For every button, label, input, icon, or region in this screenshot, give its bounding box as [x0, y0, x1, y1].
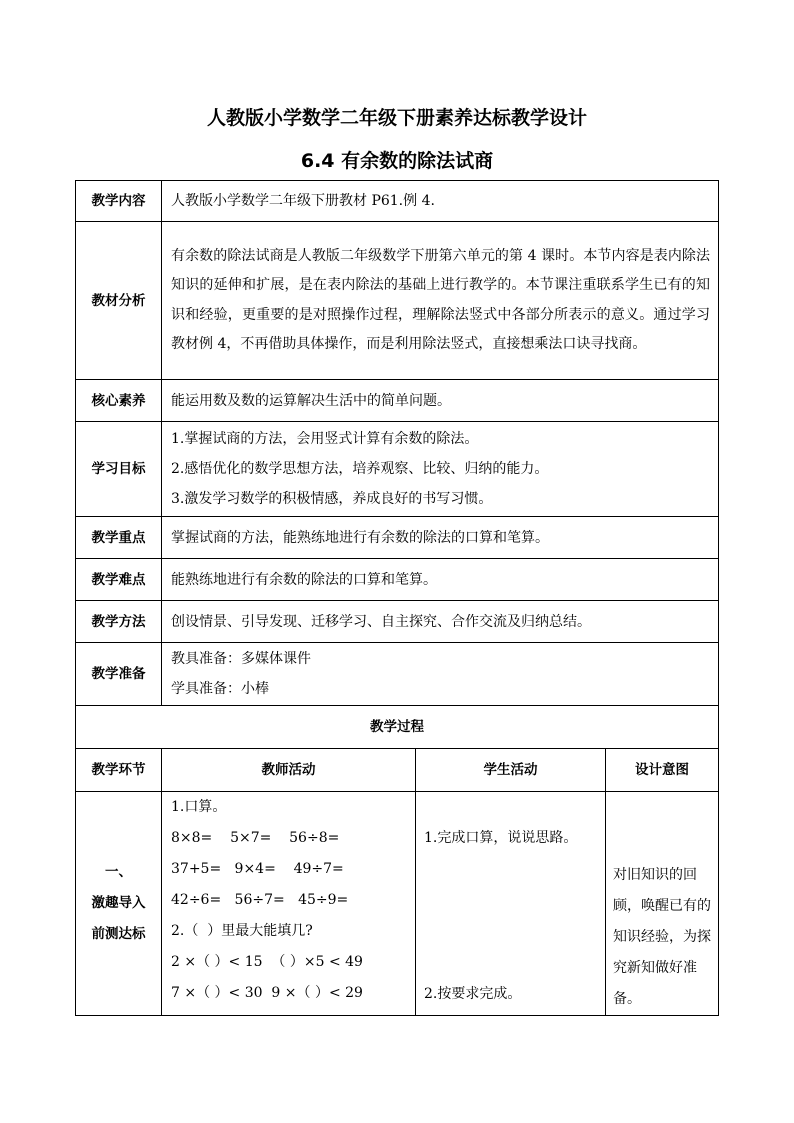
row-label: 学习目标	[76, 422, 162, 517]
row-label: 核心素养	[76, 380, 162, 422]
row-content: 掌握试商的方法，能熟练地进行有余数的除法的口算和笔算。	[162, 517, 719, 559]
stage1-design-intent: 对旧知识的回顾，唤醒已有的知识经验，为探究新知做好准备。	[606, 792, 719, 1016]
goal-line: 1.掌握试商的方法，会用竖式计算有余数的除法。	[171, 431, 479, 447]
goal-line: 2.感悟优化的数学思想方法，培养观察、比较、归纳的能力。	[171, 461, 549, 477]
goal-line: 3.激发学习数学的积极情感，养成良好的书写习惯。	[171, 491, 493, 507]
row-content: 创设情景、引导发现、迁移学习、自主探究、合作交流及归纳总结。	[162, 601, 719, 643]
stage1-name	[76, 792, 162, 1016]
student-line: 2.按要求完成。	[424, 986, 522, 1002]
teacher-line: 2.（ ）里最大能填几?	[171, 923, 313, 939]
row-process-title	[76, 706, 719, 749]
row-core-literacy	[76, 380, 719, 422]
stage1-student-activity	[416, 792, 606, 1016]
stage1-name-line: 激趣导入	[91, 895, 146, 911]
teacher-line: 37+5= 9×4= 49÷7=	[171, 861, 344, 877]
lesson-title: 6.4 有余数的除法试商	[300, 150, 494, 172]
row-content: 有余数的除法试商是人教版二年级数学下册第六单元的第 4 课时。本节内容是表内除法知识的延伸和扩展，是在表内除法的基础上进行教学的。本节课注重联系学生已有的知识和经验，更重要的是对照操作过程，理解除法竖式中各部分所表示的意义。通过学习教材例 4，不再借助具体操作，而是利用除法竖式，直接想乘法口诀寻找商。	[162, 222, 719, 380]
header-intent: 设计意图	[606, 749, 719, 792]
row-difficulties	[76, 559, 719, 601]
row-material-analysis	[76, 222, 719, 380]
header-stage: 教学环节	[76, 749, 162, 792]
process-title: 教学过程	[76, 706, 719, 749]
row-content: 人教版小学数学二年级下册教材 P61.例 4.	[162, 181, 719, 222]
header-student: 学生活动	[416, 749, 606, 792]
process-header-row	[76, 749, 719, 792]
row-label: 教学准备	[76, 643, 162, 706]
teacher-line: 2 ×（ ）< 15 （ ）×5 < 49	[171, 954, 363, 970]
row-learning-goals	[76, 422, 719, 517]
teacher-line: 42÷6= 56÷7= 45÷9=	[171, 892, 349, 908]
lesson-plan-table	[75, 180, 719, 1016]
row-label: 教学方法	[76, 601, 162, 643]
student-line: 1.完成口算，说说思路。	[424, 830, 578, 846]
stage1-name-line: 一、	[105, 864, 132, 880]
teacher-line: 1.口算。	[171, 799, 227, 815]
row-label: 教学难点	[76, 559, 162, 601]
stage1-name-line: 前测达标	[91, 926, 146, 942]
row-content	[162, 643, 719, 706]
row-preparation	[76, 643, 719, 706]
document-title: 人教版小学数学二年级下册素养达标教学设计	[206, 107, 587, 129]
stage1-row	[76, 792, 719, 1016]
row-teaching-content	[76, 181, 719, 222]
row-content: 能运用数及数的运算解决生活中的简单问题。	[162, 380, 719, 422]
row-label: 教学重点	[76, 517, 162, 559]
teacher-line: 7 ×（ ）< 30 9 ×（ ）< 29	[171, 985, 363, 1001]
row-key-points	[76, 517, 719, 559]
row-label: 教学内容	[76, 181, 162, 222]
row-methods	[76, 601, 719, 643]
teacher-line: 8×8= 5×7= 56÷8=	[171, 830, 340, 846]
row-label: 教材分析	[76, 222, 162, 380]
stage1-teacher-activity	[162, 792, 416, 1016]
prep-line: 学具准备：小棒	[171, 681, 269, 697]
row-content	[162, 422, 719, 517]
row-content: 能熟练地进行有余数的除法的口算和笔算。	[162, 559, 719, 601]
header-teacher: 教师活动	[162, 749, 416, 792]
prep-line: 教具准备：多媒体课件	[171, 651, 311, 667]
